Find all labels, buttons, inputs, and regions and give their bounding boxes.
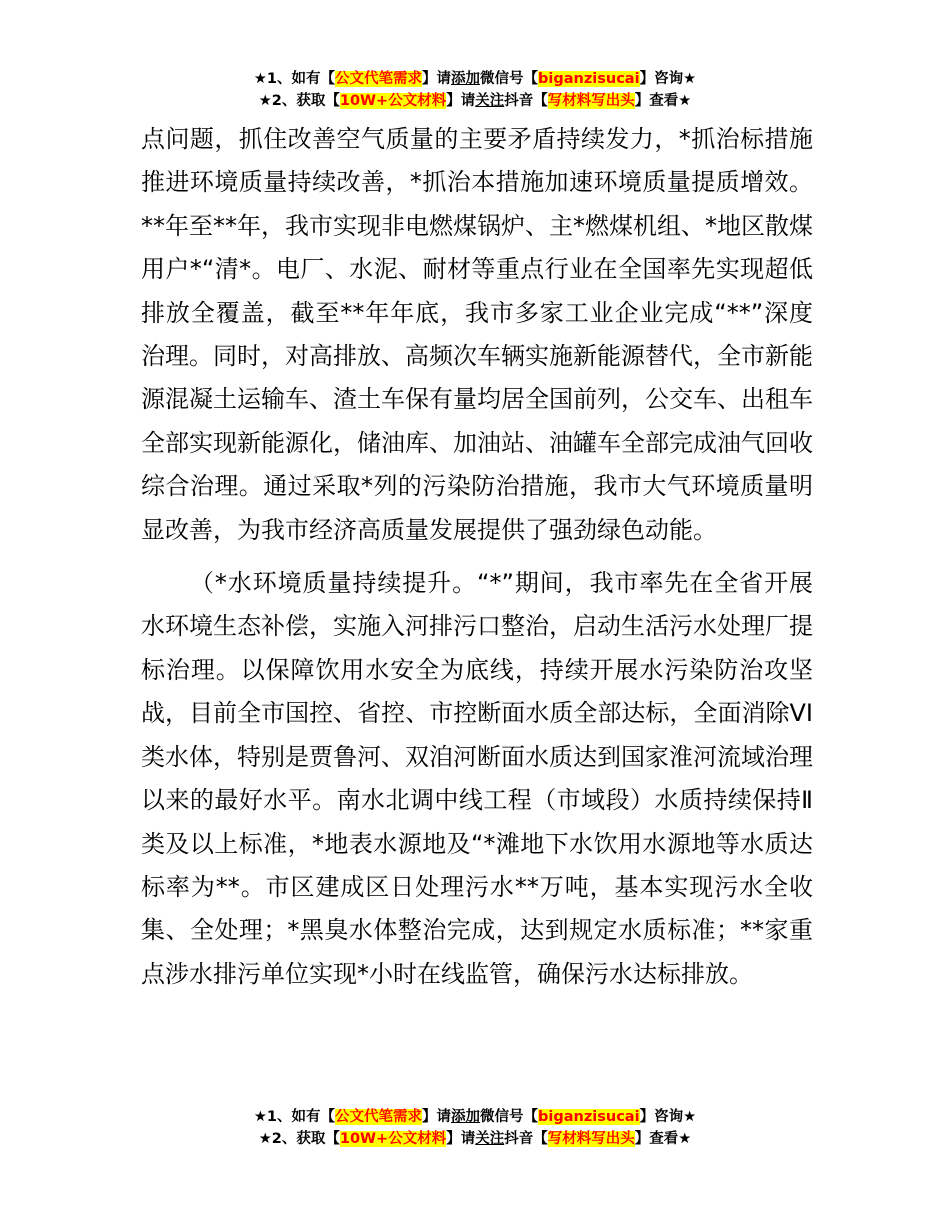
- header-line-2-mid2: 抖音【: [504, 93, 548, 109]
- paragraph-water-quality: （*水环境质量持续提升。“*”期间，我市率先在全省开展水环境生态补偿，实施入河排污口整治，启动生活污水处理厂提标治理。以保障饮用水安全为底线，持续开展水污染防治攻坚战，目前全市国控、省控、市控断面水质全部达标，全面消除VI类水体，特别是贾鲁河、双洎河断面水质达到国家淮河流域治理以来的最好水平。南水北调中线工程（市域段）水质持续保持Ⅱ类及以上标准，*地表水源地及“*滩地下水饮用水源地等水质达标率为**。市区建成区日处理污水**万吨，基本实现污水全收集、全处理；*黑臭水体整治完成，达到规定水质标准；**家重点涉水排污单位实现*小时在线监管，确保污水达标排放。: [141, 569, 813, 988]
- footer-line-1-suffix: 】咨询★: [639, 1109, 697, 1125]
- header-line-1-mid2: 微信号【: [480, 71, 539, 87]
- footer-line-1-underlined: 添加: [451, 1109, 481, 1125]
- footer-douyin-account-highlight: 写材料写出头: [547, 1131, 635, 1147]
- header-line-2: [0, 90, 950, 112]
- footer-banner: [0, 1106, 950, 1150]
- header-line-1-underlined: 添加: [451, 71, 481, 87]
- footer-line-2-suffix: 】查看★: [634, 1131, 692, 1147]
- footer-ghostwriting-highlight: 公文代笔需求: [335, 1109, 423, 1125]
- footer-line-1: [0, 1106, 950, 1128]
- footer-line-1-prefix: ★1、如有【: [253, 1109, 336, 1125]
- header-line-1: [0, 68, 950, 90]
- footer-wechat-id-highlight: biganzisucai: [538, 1109, 640, 1125]
- footer-line-2-mid: 】请: [446, 1131, 476, 1147]
- materials-highlight: 10W+公文材料: [339, 93, 447, 109]
- footer-line-2-mid2: 抖音【: [504, 1131, 548, 1147]
- document-body: [141, 118, 813, 996]
- douyin-account-highlight: 写材料写出头: [547, 93, 635, 109]
- ghostwriting-highlight: 公文代笔需求: [335, 71, 423, 87]
- footer-line-1-mid2: 微信号【: [480, 1109, 539, 1125]
- header-line-1-suffix: 】咨询★: [639, 71, 697, 87]
- header-line-2-underlined: 关注: [475, 93, 505, 109]
- header-line-2-suffix: 】查看★: [634, 93, 692, 109]
- footer-line-2-prefix: ★2、获取【: [258, 1131, 340, 1147]
- wechat-id-highlight: biganzisucai: [538, 71, 640, 87]
- header-line-2-prefix: ★2、获取【: [258, 93, 340, 109]
- paragraph-air-quality: 点问题，抓住改善空气质量的主要矛盾持续发力，*抓治标措施推进环境质量持续改善，*抓治本措施加速环境质量提质增效。**年至**年，我市实现非电燃煤锅炉、主*燃煤机组、*地区散煤用户*“清*。电厂、水泥、耐材等重点行业在全国率先实现超低排放全覆盖，截至**年年底，我市多家工业企业完成“**”深度治理。同时，对高排放、高频次车辆实施新能源替代，全市新能源混凝土运输车、渣土车保有量均居全国前列，公交车、出租车全部实现新能源化，储油库、加油站、油罐车全部完成油气回收综合治理。通过采取*列的污染防治措施，我市大气环境质量明显改善，为我市经济高质量发展提供了强劲绿色动能。: [141, 125, 813, 544]
- footer-line-2-underlined: 关注: [475, 1131, 505, 1147]
- footer-materials-highlight: 10W+公文材料: [339, 1131, 447, 1147]
- footer-line-2: [0, 1128, 950, 1150]
- header-banner: [0, 68, 950, 112]
- header-line-1-mid: 】请: [422, 71, 452, 87]
- header-line-2-mid: 】请: [446, 93, 476, 109]
- header-line-1-prefix: ★1、如有【: [253, 71, 336, 87]
- footer-line-1-mid: 】请: [422, 1109, 452, 1125]
- paragraph-water-quality-wrapper: [141, 562, 813, 996]
